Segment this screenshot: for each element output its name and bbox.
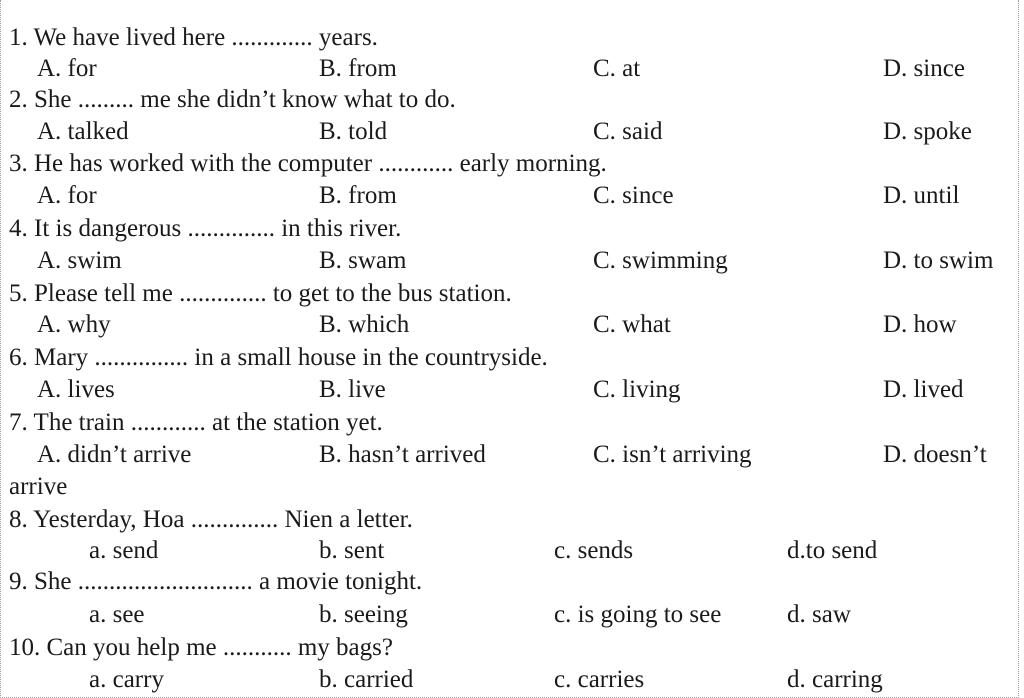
q1-option-b: B. from [319,55,397,82]
q10-option-b: b. carried [319,666,414,693]
question-4: 4. It is dangerous .............. in this river. [9,215,402,242]
q7-option-d: D. doesn’t [883,441,987,468]
q8-option-d: d.to send [787,537,878,564]
q3-option-d: D. until [883,182,960,209]
q7-option-b: B. hasn’t arrived [319,441,486,468]
q10-option-d: d. carring [787,666,883,693]
q5-option-a: A. why [37,311,111,338]
question-2: 2. She ......... me she didn’t know what to do. [9,86,456,113]
q6-option-a: A. lives [37,376,115,403]
q3-option-a: A. for [37,182,97,209]
question-1: 1. We have lived here ............. years. [9,24,378,51]
q5-option-b: B. which [319,311,410,338]
q8-option-a: a. send [89,537,159,564]
q7-option-d-wrap: arrive [9,473,68,500]
q4-option-d: D. to swim [883,247,994,274]
q1-option-d: D. since [883,55,965,82]
question-8: 8. Yesterday, Hoa .............. Nien a letter. [9,506,413,533]
q9-option-b: b. seeing [319,601,408,628]
q8-option-c: c. sends [554,537,634,564]
q1-option-a: A. for [37,55,97,82]
q4-option-c: C. swimming [593,247,728,274]
q1-option-c: C. at [593,55,641,82]
q6-option-c: C. living [593,376,681,403]
q7-option-a: A. didn’t arrive [37,441,192,468]
question-7: 7. The train ............ at the station yet. [9,409,383,436]
question-10: 10. Can you help me ........... my bags? [9,634,393,661]
q2-option-a: A. talked [37,118,129,145]
q7-option-c: C. isn’t arriving [593,441,752,468]
question-9: 9. She ............................ a movie tonight. [9,568,423,595]
question-6: 6. Mary ............... in a small house in the countryside. [9,344,548,371]
q10-option-c: c. carries [554,666,645,693]
q5-option-c: C. what [593,311,671,338]
q2-option-d: D. spoke [883,118,972,145]
q4-option-a: A. swim [37,247,122,274]
q8-option-b: b. sent [319,537,385,564]
question-5: 5. Please tell me .............. to get to the bus station. [9,280,512,307]
q4-option-b: B. swam [319,247,407,274]
q9-option-a: a. see [89,601,145,628]
q2-option-c: C. said [593,118,663,145]
q2-option-b: B. told [319,118,388,145]
q9-option-c: c. is going to see [554,601,722,628]
q3-option-b: B. from [319,182,397,209]
q10-option-a: a. carry [89,666,164,693]
q3-option-c: C. since [593,182,674,209]
question-3: 3. He has worked with the computer ............ early morning. [9,150,607,177]
q5-option-d: D. how [883,311,957,338]
q6-option-b: B. live [319,376,386,403]
q6-option-d: D. lived [883,376,964,403]
q9-option-d: d. saw [787,601,851,628]
